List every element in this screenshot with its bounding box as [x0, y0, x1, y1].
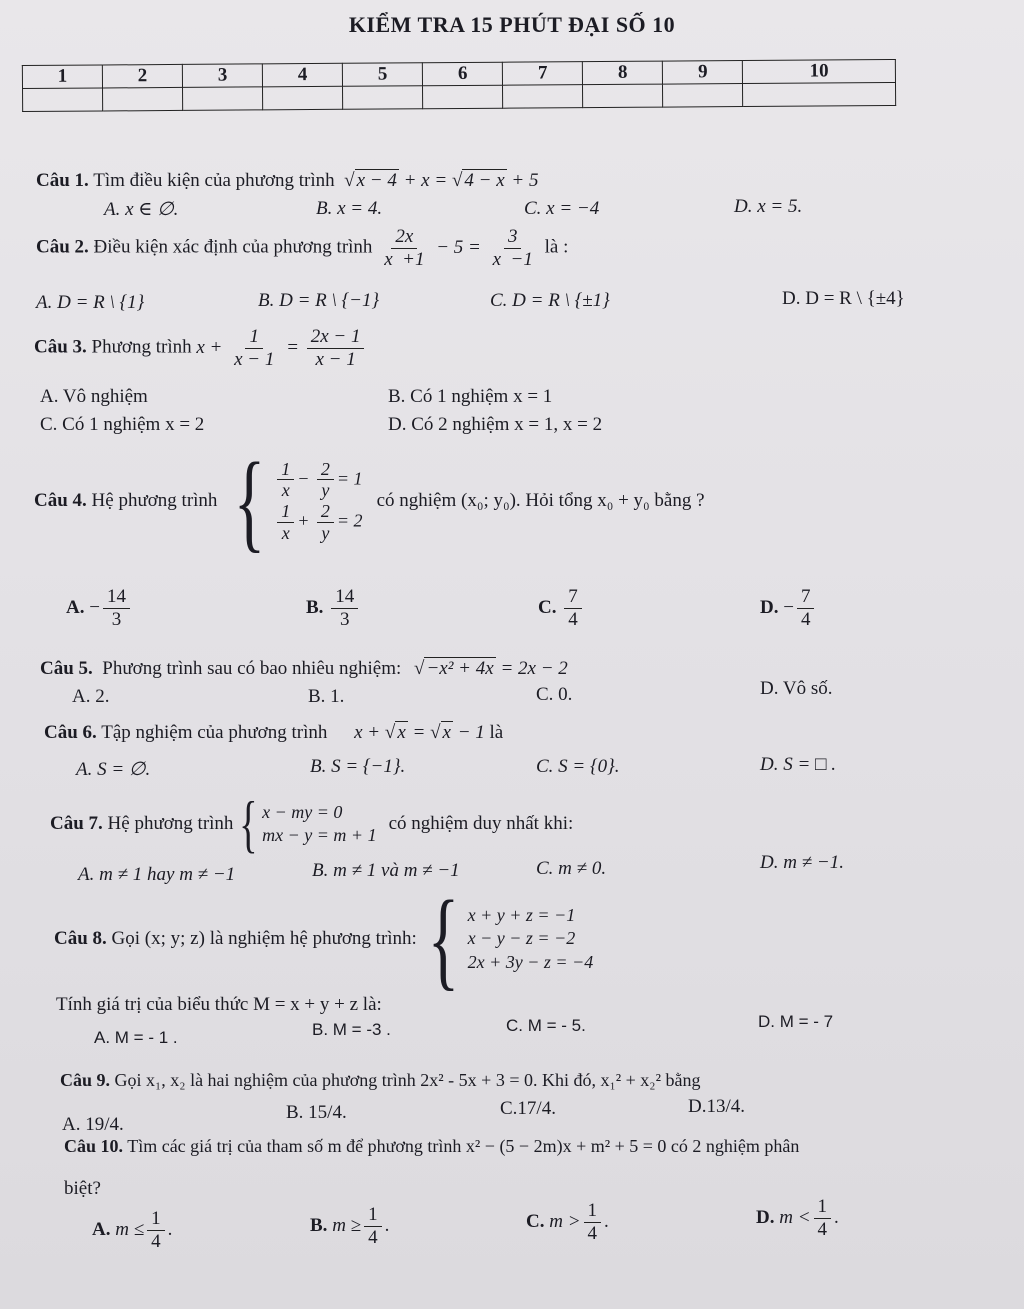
question-3-label: Câu 3.: [34, 336, 87, 358]
question-1-equation: √ x − 4 + x = √ 4 − x + 5: [344, 170, 539, 191]
question-10-continuation: biệt?: [64, 1178, 101, 1199]
answer-cell: [503, 85, 583, 109]
answer-cell: [743, 82, 896, 106]
q1-option-a: A. x ∈ ∅.: [104, 199, 179, 220]
question-10: [64, 1136, 799, 1157]
question-3: [34, 326, 367, 371]
question-4-text: Hệ phương trình: [91, 490, 218, 511]
q3-option-b: B. Có 1 nghiệm x = 1: [388, 386, 553, 407]
q4-option-d: D. − $\frac{7}{4}$: [760, 586, 817, 631]
q5-option-d: D. Vô số.: [760, 678, 833, 699]
q4-b-denominator: 3: [339, 608, 350, 630]
q10-a-numerator: 1: [147, 1208, 165, 1231]
q4-c-denominator: 4: [568, 608, 578, 630]
question-6-text: Tập nghiệm của phương trình: [101, 722, 328, 743]
question-7-tail: có nghiệm duy nhất khi:: [388, 813, 574, 834]
q7-option-b: B. m ≠ 1 và m ≠ −1: [312, 860, 460, 881]
q4-option-c: [538, 586, 585, 631]
q2-option-b: B. D = R \ {−1}: [258, 290, 380, 311]
q1-option-c: C. x = −4: [524, 198, 600, 219]
q10-b-denominator: 4: [368, 1226, 378, 1248]
q4-option-b: [306, 586, 361, 631]
q10-option-a: A. m ≤ $\frac{1}{4}$ .: [92, 1208, 173, 1252]
question-2-label: Câu 2.: [36, 236, 89, 258]
question-1-label: Câu 1.: [36, 170, 89, 191]
question-8: [54, 878, 594, 1000]
q1-option-d: D. x = 5.: [734, 196, 803, 217]
answer-cell: [263, 86, 343, 110]
question-7-text: Hệ phương trình: [107, 813, 234, 834]
question-9-text: Gọi x₁, x₂ là hai nghiệm của phương trình 2x² - 5x + 3 = 0. Khi đó, x₁² + x₂² bằng: [114, 1070, 701, 1090]
question-5: [40, 658, 568, 680]
question-6: [44, 722, 503, 744]
answer-cell: [583, 84, 663, 108]
q4-option-c-label: C.: [538, 597, 557, 619]
question-4-label: Câu 4.: [34, 490, 87, 511]
answer-cell: [343, 86, 423, 110]
q10-c-relation: m >: [549, 1211, 581, 1233]
question-9-label: Câu 9.: [60, 1070, 111, 1090]
question-8-label: Câu 8.: [54, 928, 107, 949]
q4-a-denominator: 3: [111, 608, 122, 630]
q4-option-a-label: A.: [66, 597, 85, 619]
q10-a-relation: m ≤: [115, 1219, 145, 1241]
page-title: KIỂM TRA 15 PHÚT ĐẠI SỐ 10: [348, 12, 676, 37]
q5-option-b: B. 1.: [308, 686, 345, 707]
answer-cell: [423, 85, 503, 109]
q9-option-a: A. 19/4.: [62, 1114, 124, 1135]
question-3-equation: x + $\frac{1}{x - 1}$ = $\frac{2x - 1}{x - 1}$: [196, 337, 367, 358]
question-9: [60, 1070, 700, 1091]
question-2-text: Điều kiện xác định của phương trình: [93, 236, 373, 258]
answer-col-3: 3: [182, 64, 262, 88]
question-8-text: Gọi (x; y; z) là nghiệm hệ phương trình:: [111, 928, 417, 949]
q4-d-denominator: 4: [800, 608, 811, 630]
q8-option-d: D. M = - 7: [758, 1012, 834, 1031]
q4-c-numerator: 7: [564, 586, 582, 609]
question-5-text: Phương trình sau có bao nhiêu nghiệm:: [102, 658, 402, 679]
q10-c-numerator: 1: [584, 1200, 602, 1223]
answer-col-10: 10: [743, 59, 896, 83]
answer-cell: [23, 88, 103, 112]
question-8-sub: Tính giá trị của biểu thức M = x + y + z là:: [56, 994, 382, 1015]
q9-option-b: B. 15/4.: [286, 1102, 347, 1123]
q7-option-c: C. m ≠ 0.: [536, 858, 607, 879]
answer-col-8: 8: [583, 61, 663, 85]
answer-col-9: 9: [663, 61, 743, 85]
q7-option-d: D. m ≠ −1.: [760, 852, 844, 873]
q10-option-d: D. m < $\frac{1}{4}$ .: [756, 1196, 839, 1240]
q8-option-c: C. M = - 5.: [506, 1016, 586, 1035]
q10-option-a-label: A.: [92, 1219, 111, 1241]
q2-option-a: A. D = R \ {1}: [36, 292, 145, 313]
answer-cell: [663, 84, 743, 108]
answer-table: [22, 59, 896, 112]
question-8-system: { x + y + z = −1 x − y − z = −2 2x + 3y − z = −4: [427, 878, 594, 1000]
question-5-equation: √ −x² + 4x = 2x − 2: [414, 658, 568, 679]
q6-option-c: C. S = {0}.: [536, 756, 620, 777]
question-10-text: Tìm các giá trị của tham số m để phương trình x² − (5 − 2m)x + m² + 5 = 0 có 2 nghiệm phân: [127, 1136, 800, 1156]
question-5-label: Câu 5.: [40, 658, 93, 679]
answer-cell: [183, 87, 263, 111]
q8-option-a: A. M = - 1 .: [94, 1028, 178, 1047]
q10-c-denominator: 4: [587, 1222, 598, 1244]
q5-option-a: A. 2.: [72, 686, 110, 707]
q2-option-c: C. D = R \ {±1}: [490, 290, 610, 311]
question-2: [36, 226, 568, 271]
answer-col-1: 1: [22, 65, 102, 89]
q7-option-a: A. m ≠ 1 hay m ≠ −1: [78, 864, 236, 885]
answer-col-5: 5: [343, 63, 423, 87]
answer-col-7: 7: [503, 62, 583, 86]
q10-d-relation: m <: [779, 1207, 811, 1229]
answer-col-6: 6: [423, 62, 503, 86]
question-4-system: { $\frac{1}{x}$ − $\frac{2}{y}$ = 1 $\frac{1}{x}$ + $\frac{2}{y}$ = 2: [234, 440, 363, 562]
question-4: [34, 440, 705, 562]
q10-b-numerator: 1: [364, 1204, 382, 1227]
q10-option-c-label: C.: [526, 1211, 545, 1233]
answer-table-blank-row: [23, 82, 896, 111]
q10-b-relation: m ≥: [332, 1215, 362, 1237]
q10-option-b: B. m ≥ $\frac{1}{4}$ .: [310, 1204, 390, 1248]
question-7: [50, 788, 574, 859]
q4-option-b-label: B.: [306, 597, 324, 619]
q10-a-denominator: 4: [151, 1230, 161, 1252]
q4-option-a: A. − $\frac{14}{3}$: [66, 586, 133, 631]
q10-d-numerator: 1: [814, 1196, 832, 1219]
q1-option-b: B. x = 4.: [316, 198, 383, 219]
q10-d-denominator: 4: [817, 1218, 828, 1240]
q5-option-c: C. 0.: [536, 684, 573, 705]
question-3-text: Phương trình: [91, 336, 192, 358]
q10-option-c: C. m > $\frac{1}{4}$ .: [526, 1200, 609, 1244]
q3-option-a: A. Vô nghiệm: [40, 386, 148, 407]
question-7-label: Câu 7.: [50, 813, 103, 834]
q6-option-a: A. S = ∅.: [76, 759, 151, 780]
q8-option-b: B. M = -3 .: [312, 1020, 391, 1039]
q4-a-numerator: 14: [103, 586, 130, 609]
question-7-system: { x − my = 0 mx − y = m + 1: [239, 788, 377, 859]
q9-option-c: C.17/4.: [500, 1098, 556, 1119]
question-1-text: Tìm điều kiện của phương trình: [93, 170, 335, 191]
answer-col-2: 2: [102, 64, 182, 88]
q4-option-d-label: D.: [760, 597, 779, 619]
q4-d-numerator: 7: [797, 586, 815, 609]
answer-col-4: 4: [262, 63, 342, 87]
q4-b-numerator: 14: [331, 586, 358, 609]
question-2-tail: là :: [544, 236, 569, 258]
question-4-tail: có nghiệm (x₀; y₀). Hỏi tổng x₀ + y₀ bằng ?: [376, 490, 705, 511]
q6-option-b: B. S = {−1}.: [310, 756, 406, 777]
q9-option-d: D.13/4.: [688, 1096, 745, 1117]
question-6-equation: x + √ x = √ x − 1: [354, 722, 485, 743]
q6-option-d: D. S = □ .: [760, 754, 837, 775]
question-6-tail: là: [489, 722, 504, 743]
q2-option-d: D. D = R \ {±4}: [782, 288, 905, 309]
q10-option-d-label: D.: [756, 1207, 775, 1229]
q3-option-d: D. Có 2 nghiệm x = 1, x = 2: [388, 414, 603, 435]
question-6-label: Câu 6.: [44, 722, 97, 743]
q10-option-b-label: B.: [310, 1215, 328, 1237]
question-1: [36, 170, 538, 192]
q3-option-c: C. Có 1 nghiệm x = 2: [40, 414, 205, 435]
question-2-equation: $\frac{2x}{x +1}$ − 5 = $\frac{3}{x -1}$: [384, 226, 533, 270]
answer-cell: [103, 87, 183, 111]
question-10-label: Câu 10.: [64, 1136, 124, 1156]
